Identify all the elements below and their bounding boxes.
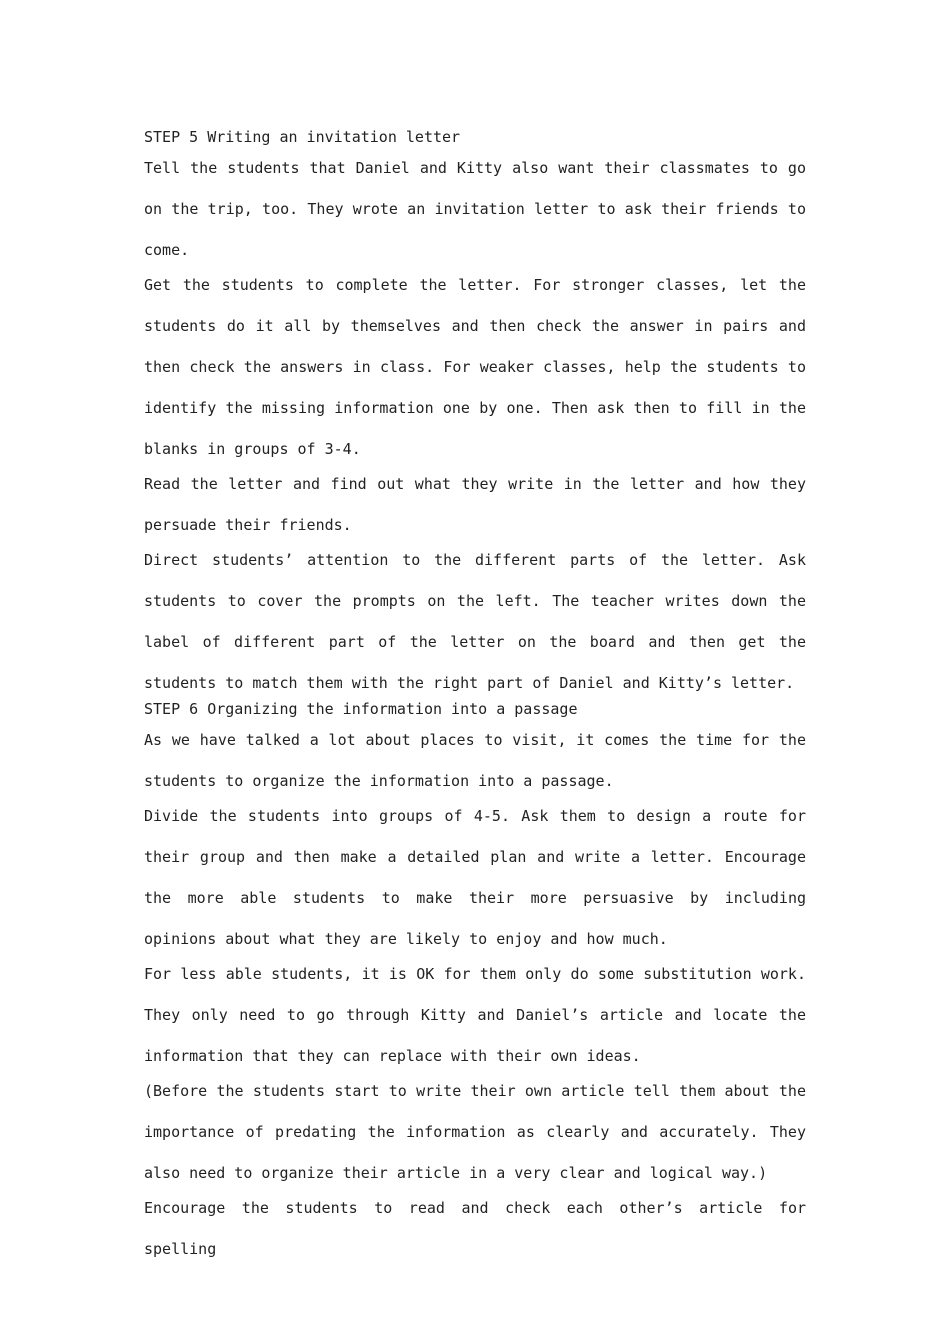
step6-paragraph-3: For less able students, it is OK for them only do some substitution work. They only need to go through Kitty and Daniel’s article and locate the information that they can replace with their own ideas.: [144, 965, 806, 1065]
step6-paragraph-1: As we have talked a lot about places to visit, it comes the time for the students to organize the information into a passage.: [144, 731, 806, 790]
step6-heading: STEP 6 Organizing the information into a passage: [144, 700, 578, 718]
step6-paragraph-4: (Before the students start to write their own article tell them about the importance of predating the information as clearly and accurately. They also need to organize their article in a very clear and logical way.): [144, 1082, 806, 1182]
step6-paragraph-5: Encourage the students to read and check each other’s article for spelling: [144, 1199, 806, 1258]
step5-paragraph-1: Tell the students that Daniel and Kitty also want their classmates to go on the trip, too. They wrote an invitation letter to ask their friends to come.: [144, 159, 806, 259]
document-body: [144, 126, 806, 1265]
step6-paragraph-2: Divide the students into groups of 4-5. Ask them to design a route for their group and then make a detailed plan and write a letter. Encourage the more able students to make their more persuasive by including opinions about what they are likely to enjoy and how much.: [144, 807, 806, 948]
step5-paragraph-4: Direct students’ attention to the different parts of the letter. Ask students to cover the prompts on the left. The teacher writes down the label of different part of the letter on the board and then get the students to match them with the right part of Daniel and Kitty’s letter.: [144, 551, 806, 692]
step5-heading: STEP 5 Writing an invitation letter: [144, 128, 461, 146]
step5-paragraph-2: Get the students to complete the letter. For stronger classes, let the students do it all by themselves and then check the answer in pairs and then check the answers in class. For weaker classes, help the students to identify the missing information one by one. Then ask then to fill in the blanks in groups of 3-4.: [144, 276, 806, 458]
step5-paragraph-3: Read the letter and find out what they write in the letter and how they persuade their friends.: [144, 475, 806, 534]
